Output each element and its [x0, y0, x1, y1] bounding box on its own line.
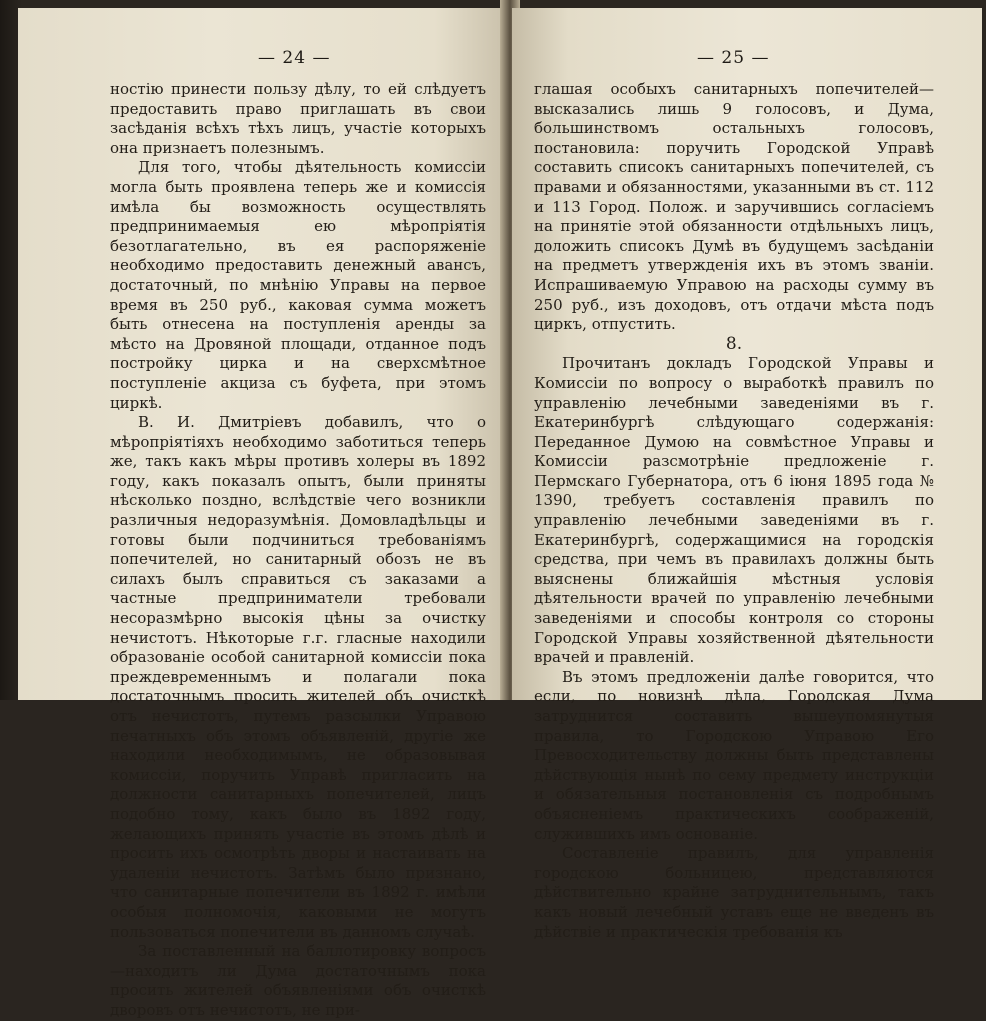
- right-page: [512, 8, 982, 941]
- paragraph: Прочитанъ докладъ Городской Управы и Комиссіи по вопросу о выработкѣ правилъ по управленію лечебными заведеніями въ г. Екатеринбургѣ слѣдующаго содержанія: Переданное Думою на совмѣстное Управы и Комиссіи разсмотрѣніе предложеніе г. Пермскаго Губернатора, отъ 6 іюня 1895 года № 1390, требуетъ составленія правилъ по управленію лечебными заведеніями въ г. Екатеринбургѣ, содержащимися на городскія средства, при чемъ въ правилахъ должны быть выяснены ближайшія мѣстныя условія дѣятельности врачей по управленію лечебными заведеніями и способы контроля со стороны Городской Управы хозяйственной дѣятельности врачей и правленій.: [534, 354, 934, 667]
- paragraph: глашая особыхъ санитарныхъ попечителей—высказались лишь 9 голосовъ, и Дума, большинствомъ остальныхъ голосовъ, постановила: поручить Городской Управѣ составить списокъ санитарныхъ попечителей, съ правами и обязанностями, указанными въ ст. 112 и 113 Город. Полож. и заручившись согласіемъ на принятіе этой обязанности отдѣльныхъ лицъ, доложить списокъ Думѣ въ будущемъ засѣданіи на предметъ утвержденія ихъ въ этомъ званіи. Испрашиваемую Управою на расходы сумму въ 250 руб., изъ доходовъ, отъ отдачи мѣста подъ циркъ, отпустить.: [534, 80, 934, 334]
- page-number-right: — 25 —: [697, 48, 770, 68]
- paragraph: В. И. Дмитріевъ добавилъ, что о мѣропріятіяхъ необходимо заботиться теперь же, такъ какъ мѣры противъ холеры въ 1892 году, какъ показалъ опытъ, были приняты нѣсколько поздно, вслѣдствіе чего возникли различныя недоразумѣнія. Домовладѣльцы и готовы были подчиниться требованіямъ попечителей, но санитарный обозъ не въ силахъ былъ справиться съ заказами а частные предприниматели требовали несоразмѣрно высокія цѣны за очистку нечистотъ. Нѣкоторые г.г. гласные находили образованіе особой санитарной комиссіи пока преждевременнымъ и полагали пока достаточнымъ просить жителей объ очисткѣ отъ нечистотъ, путемъ разсылки Управою печатныхъ объ этомъ объявленій, другіе же находили необходимымъ, не образовывая комиссіи, поручить Управѣ пригласить на должности санитарныхъ попечителей, лицъ подобно тому, какъ было въ 1892 году, желающихъ принять участіе въ этомъ дѣлѣ и просить ихъ осмотрѣть дворы и настаивать на удаленіи нечистотъ. Затѣмъ было признано, что санитарные попечители въ 1892 г. имѣли особыя полномочія, каковыми не могутъ пользоваться попечители въ данномъ случаѣ.: [110, 413, 486, 941]
- paragraph: Для того, чтобы дѣятельность комиссіи могла быть проявлена теперь же и комиссія имѣла бы возможность осуществлять предпринимаемыя ею мѣропріятія безотлагательно, въ ея распоряженіе необходимо предоставить денежный авансъ, достаточный, по мнѣнію Управы на первое время въ 250 руб., каковая сумма можетъ быть отнесена на поступленія аренды за мѣсто на Дровяной площади, отданное подъ постройку цирка и на сверхсмѣтное поступленіе акциза съ буфета, при этомъ циркѣ.: [110, 158, 486, 412]
- left-page: [18, 8, 508, 1019]
- page-number-left: — 24 —: [258, 48, 331, 68]
- paragraph: За поставленный на баллотировку вопросъ—находитъ ли Дума достаточнымъ пока просить жителей объявленіями объ очисткѣ дворовъ отъ нечистотъ, не при-: [110, 942, 486, 1019]
- section-number: 8.: [725, 333, 743, 354]
- right-page-text: [534, 80, 934, 942]
- left-page-text: [110, 80, 486, 1021]
- paragraph: Въ этомъ предложеніи далѣе говорится, что если, по новизнѣ дѣла, Городская Дума затруднится составить вышеупомянутыя правила, то Городскою Управою Его Превосходительству должны быть представлены дѣйствующія нынѣ по сему предмету инструкціи и обязательныя постановленія съ подробнымъ объясненіемъ практическихъ соображеній, служившихъ имъ основаніе.: [534, 667, 934, 843]
- paragraph: ностію принести пользу дѣлу, то ей слѣдуетъ предоставить право приглашать въ свои засѣданія всѣхъ тѣхъ лицъ, участіе которыхъ она признаетъ полезнымъ.: [110, 80, 486, 157]
- paragraph: Составленіе правилъ, для управленія городскою больницею, представляются дѣйствительно крайне затруднительнымъ, такъ какъ новый лечебный уставъ еще не введенъ въ дѣйствіе и практическія требованія къ: [534, 844, 934, 941]
